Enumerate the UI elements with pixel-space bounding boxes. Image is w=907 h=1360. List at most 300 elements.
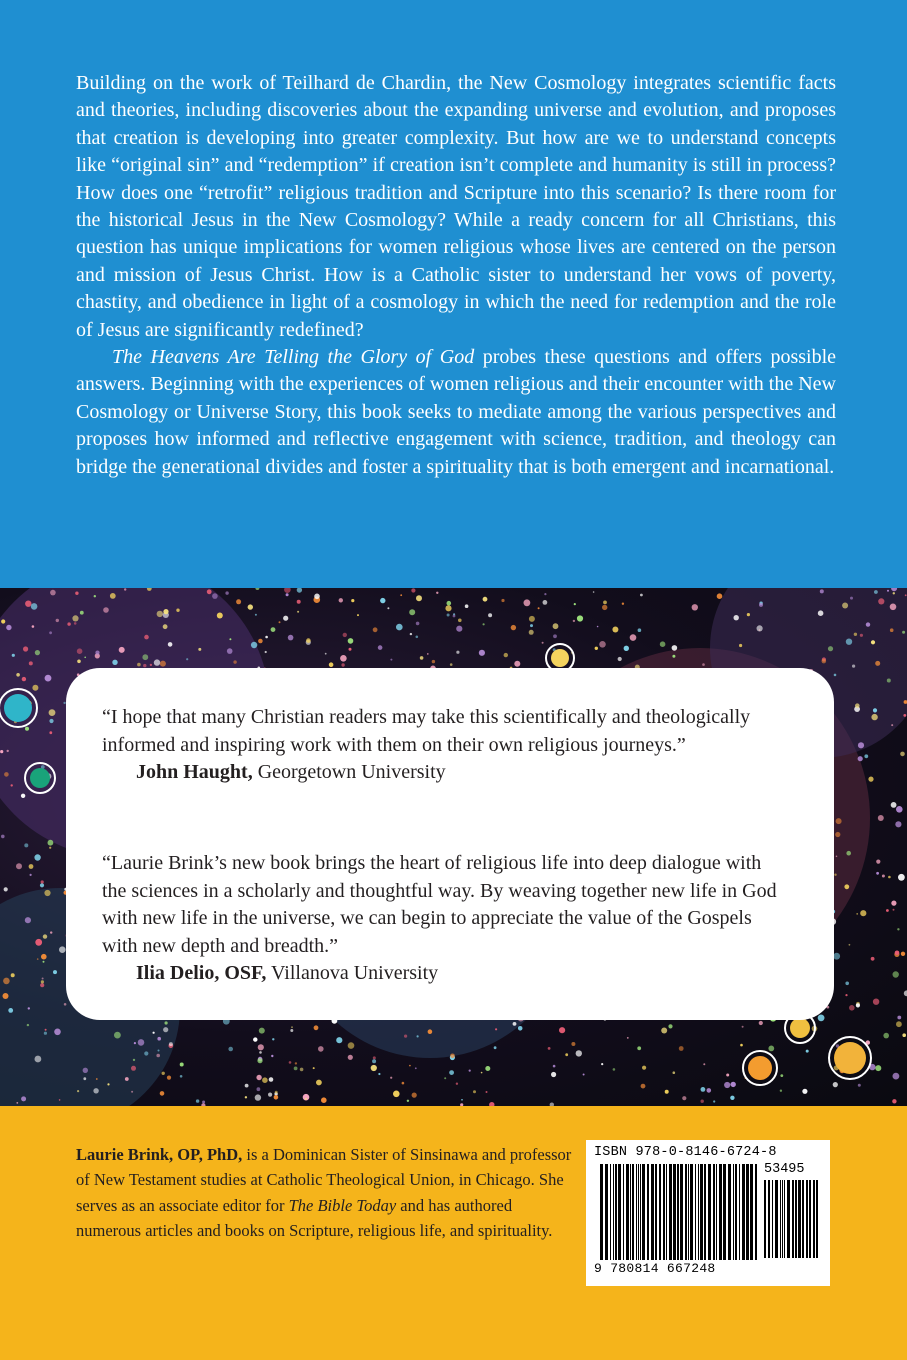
paint-dot	[390, 659, 392, 661]
paint-dot	[93, 1088, 98, 1093]
paint-dot	[483, 597, 488, 602]
paint-dot	[49, 709, 56, 716]
paint-dot	[245, 1084, 249, 1088]
paint-dot	[283, 616, 288, 621]
paint-dot	[21, 794, 25, 798]
paint-dot	[501, 599, 504, 602]
paint-dot	[593, 591, 595, 593]
paint-dot	[131, 1091, 133, 1093]
barcode-bar	[713, 1164, 715, 1260]
paint-dot	[820, 589, 824, 593]
paint-dot	[641, 1084, 646, 1089]
barcode-bar	[613, 1164, 614, 1260]
paint-dot	[599, 641, 606, 648]
barcode-bar	[716, 1164, 717, 1260]
paint-dot	[415, 1067, 417, 1069]
endorsement-2-quote: “Laurie Brink’s new book brings the heart of religious life into deep dialogue with the sciences in a scholarly and thoughtful way. By weaving together new life in God with new life in the universe, we can begin to appreciate the value of the Gospels with new depth and breadth.”	[102, 852, 777, 957]
barcode-bar	[632, 1164, 634, 1260]
paint-dot	[156, 1054, 160, 1058]
paint-dot	[416, 622, 420, 626]
author-bio-text-1: is a Dominican Sister of Sinsinawa and professor of New Testament studies at Catholic Theological Union, in Chicago. She serves as an associate editor for	[76, 1145, 572, 1215]
paint-dot	[343, 633, 347, 637]
paint-dot	[713, 1100, 715, 1102]
paint-dot	[730, 1096, 734, 1100]
paint-dot	[72, 615, 78, 621]
paint-dot	[6, 625, 11, 630]
paint-dot	[601, 1063, 603, 1065]
paint-dot	[878, 598, 884, 604]
orb	[748, 1056, 772, 1080]
paint-dot	[618, 657, 622, 661]
paint-dot	[3, 978, 10, 985]
paint-dot	[23, 646, 28, 651]
paint-dot	[378, 645, 383, 650]
paint-dot	[898, 874, 905, 881]
paint-dot	[488, 613, 492, 617]
paint-dot	[138, 1039, 145, 1046]
orb	[551, 649, 569, 667]
paint-dot	[336, 1037, 342, 1043]
paint-dot	[878, 815, 884, 821]
paint-dot	[258, 1044, 264, 1050]
paint-dot	[167, 1076, 171, 1080]
paint-dot	[49, 719, 53, 723]
paint-dot	[461, 1099, 463, 1101]
paint-dot	[860, 910, 866, 916]
paint-dot	[257, 1087, 261, 1091]
paint-dot	[903, 714, 906, 717]
paint-dot	[95, 651, 99, 655]
paint-dot	[673, 1071, 676, 1074]
paint-dot	[94, 595, 96, 597]
paint-dot	[272, 1038, 274, 1040]
paint-dot	[339, 598, 343, 602]
paint-dot	[901, 952, 905, 956]
paint-dot	[259, 1051, 262, 1054]
paint-dot	[486, 1091, 488, 1093]
paint-dot	[142, 654, 148, 660]
paint-dot	[887, 590, 889, 592]
paint-dot	[49, 631, 52, 634]
paint-dot	[16, 673, 20, 677]
barcode-bar	[680, 1164, 683, 1260]
paint-dot	[412, 1093, 417, 1098]
paint-dot	[48, 840, 54, 846]
paint-dot	[902, 1033, 906, 1037]
paint-dot	[144, 635, 149, 640]
paint-dot	[1, 619, 5, 623]
barcode-bar	[784, 1180, 785, 1258]
paint-dot	[253, 1037, 257, 1041]
paint-dot	[595, 647, 598, 650]
barcode-bar	[708, 1164, 711, 1260]
paint-dot	[876, 872, 879, 875]
paint-dot	[35, 650, 40, 655]
paint-dot	[892, 1099, 896, 1103]
paint-dot	[255, 588, 259, 590]
paint-dot	[747, 613, 750, 616]
paint-dot	[22, 677, 26, 681]
orb	[834, 1042, 866, 1074]
paint-dot	[133, 1059, 135, 1061]
paint-dot	[734, 615, 739, 620]
paint-dot	[251, 642, 257, 648]
barcode-bar	[636, 1164, 637, 1260]
paint-dot	[665, 1090, 669, 1094]
barcode-bar	[768, 1180, 770, 1258]
paint-dot	[855, 703, 860, 708]
paint-dot	[357, 614, 359, 616]
paint-dot	[724, 1082, 730, 1088]
paint-dot	[893, 971, 899, 977]
paint-dot	[325, 653, 327, 655]
paint-dot	[893, 592, 895, 594]
paint-dot	[420, 656, 424, 660]
paint-dot	[124, 588, 126, 590]
barcode-bar	[642, 1164, 645, 1260]
paint-dot	[444, 1077, 446, 1079]
barcode-bar	[610, 1164, 611, 1260]
barcode-bar	[750, 1164, 753, 1260]
barcode-bar	[688, 1164, 689, 1260]
paint-dot	[417, 1035, 419, 1037]
paint-dot	[458, 619, 462, 623]
paint-dot	[225, 591, 228, 594]
paint-dot	[757, 625, 763, 631]
paint-dot	[340, 655, 347, 662]
paint-dot	[157, 611, 163, 617]
paint-dot	[25, 917, 31, 923]
paint-dot	[707, 1088, 712, 1093]
paint-dot	[513, 1022, 517, 1026]
paint-dot	[571, 1042, 575, 1046]
barcode-bar	[816, 1180, 818, 1258]
barcode-bar	[626, 1164, 629, 1260]
paint-dot	[529, 630, 534, 635]
paint-dot	[896, 1021, 902, 1027]
paint-dot	[305, 1098, 307, 1100]
paint-dot	[387, 607, 389, 609]
paint-dot	[40, 983, 44, 987]
paint-dot	[726, 1074, 729, 1077]
paint-dot	[289, 1061, 292, 1064]
paint-dot	[258, 639, 263, 644]
paint-dot	[103, 607, 109, 613]
paint-dot	[255, 1094, 261, 1100]
description-paragraph-2	[76, 344, 836, 481]
paint-dot	[400, 594, 402, 596]
paint-dot	[329, 662, 334, 667]
paint-dot	[24, 843, 28, 847]
paint-dot	[731, 1082, 736, 1087]
paint-dot	[163, 624, 168, 629]
barcode-bar	[638, 1164, 639, 1260]
barcode-bar	[695, 1164, 696, 1260]
paint-dot	[469, 1070, 471, 1072]
paint-dot	[349, 648, 352, 651]
paint-dot	[495, 1028, 497, 1030]
description-panel	[0, 0, 907, 588]
paint-dot	[416, 595, 422, 601]
paint-dot	[217, 613, 223, 619]
paint-dot	[163, 1027, 168, 1032]
paint-dot	[873, 708, 877, 712]
barcode-bar	[618, 1164, 621, 1260]
paint-dot	[573, 620, 575, 622]
barcode-bar	[704, 1164, 706, 1260]
paint-dot	[29, 661, 33, 665]
paint-dot	[524, 599, 531, 606]
book-title-italic: The Heavens Are Telling the Glory of God	[112, 346, 475, 369]
paint-dot	[891, 724, 893, 726]
paint-dot	[447, 601, 452, 606]
paint-dot	[759, 603, 763, 607]
paint-dot	[313, 1067, 315, 1069]
paint-dot	[288, 635, 294, 641]
barcode-bar	[698, 1164, 699, 1260]
paint-dot	[393, 1091, 400, 1098]
paint-dot	[390, 1077, 392, 1079]
paint-dot	[158, 1050, 160, 1052]
paint-dot	[583, 1074, 585, 1076]
paint-dot	[268, 1093, 272, 1097]
paint-dot	[233, 660, 236, 663]
paint-dot	[849, 1005, 855, 1011]
paint-dot	[553, 634, 557, 638]
barcode-bar	[775, 1180, 778, 1258]
paint-dot	[668, 1024, 672, 1028]
paint-dot	[16, 863, 22, 869]
paint-dot	[449, 1070, 454, 1075]
paint-dot	[271, 1055, 273, 1057]
barcode-bar	[677, 1164, 679, 1260]
paint-dot	[144, 1051, 148, 1055]
paint-dot	[511, 625, 516, 630]
paint-dot	[504, 653, 508, 657]
paint-dot	[850, 597, 853, 600]
barcode-bar	[809, 1180, 811, 1258]
paint-dot	[836, 818, 842, 824]
paint-dot	[875, 661, 880, 666]
paint-dot	[543, 600, 548, 605]
paint-dot	[893, 909, 895, 911]
isbn-number: ISBN 978-0-8146-6724-8	[594, 1145, 777, 1160]
barcode-bar	[733, 1164, 734, 1260]
paint-dot	[44, 1032, 47, 1035]
paint-dot	[125, 1077, 129, 1081]
paint-dot	[21, 1096, 26, 1101]
paint-dot	[875, 1065, 881, 1071]
paint-dot	[642, 1066, 646, 1070]
paint-dot	[53, 970, 57, 974]
paint-dot	[3, 993, 9, 999]
paint-dot	[227, 648, 233, 654]
paint-dot	[445, 605, 451, 611]
paint-dot	[529, 616, 535, 622]
paint-dot	[284, 588, 291, 593]
paint-dot	[4, 772, 9, 777]
paint-dot	[153, 1032, 155, 1034]
paint-dot	[279, 621, 281, 623]
endorser-1-name: John Haught,	[136, 761, 253, 784]
barcode-bar	[755, 1164, 757, 1260]
paint-dot	[50, 931, 52, 933]
paint-dot	[845, 994, 847, 996]
paint-dot	[31, 603, 38, 610]
paint-dot	[42, 978, 44, 980]
paint-dot	[871, 640, 875, 644]
paint-dot	[844, 884, 849, 889]
paint-dot	[450, 663, 453, 666]
paint-dot	[410, 633, 412, 635]
paint-dot	[45, 675, 52, 682]
paint-dot	[868, 777, 873, 782]
paint-dot	[833, 953, 840, 960]
paint-dot	[157, 1037, 161, 1041]
paint-dot	[597, 626, 599, 628]
barcode-bar	[647, 1164, 649, 1260]
paint-dot	[150, 664, 152, 666]
paint-dot	[836, 856, 838, 858]
paint-dot	[613, 1068, 616, 1071]
paint-dot	[4, 887, 8, 891]
paint-dot	[160, 1091, 165, 1096]
paint-dot	[137, 663, 141, 667]
paint-dot	[255, 614, 257, 616]
paint-dot	[679, 1046, 684, 1051]
barcode-bar	[666, 1164, 667, 1260]
paint-dot	[168, 642, 173, 647]
addon-barcode-bars	[764, 1180, 820, 1260]
paint-dot	[378, 1073, 380, 1075]
paint-dot	[856, 1003, 860, 1007]
paint-dot	[373, 627, 378, 632]
paint-dot	[0, 750, 3, 753]
barcode-bar	[742, 1164, 745, 1260]
paint-dot	[768, 1046, 774, 1052]
paint-dot	[897, 1016, 901, 1020]
paint-dot	[845, 982, 849, 986]
paint-dot	[56, 619, 59, 622]
paint-dot	[271, 627, 276, 632]
paint-dot	[416, 636, 419, 639]
paint-dot	[43, 934, 47, 938]
description-paragraph-1: Building on the work of Teilhard de Chardin, the New Cosmology integrates scientific facts and theories, including discoveries about the expanding universe and evolution, and proposes that creation is developing into greater complexity. But how are we to understand concepts like “original sin” and “redemption” if creation isn’t complete and humanity is still in process? How does one “retrofit” religious tradition and Scripture into this scenario? Is there room for the historical Jesus in the New Cosmology? While a ready concern for all Christians, this question has unique implications for women religious whose lives are centered on the person and mission of Jesus Christ. How is a Catholic sister to understand her vows of poverty, chastity, and obedience in light of a cosmology in which the need for redemption and the role of Jesus are significantly redefined?	[76, 72, 836, 341]
paint-dot	[514, 661, 520, 667]
paint-dot	[297, 600, 301, 604]
paint-dot	[428, 1029, 433, 1034]
paint-dot	[456, 626, 462, 632]
paint-dot	[574, 603, 576, 605]
paint-dot	[186, 658, 188, 660]
paint-dot	[27, 1024, 29, 1026]
paint-dot	[873, 999, 879, 1005]
paint-dot	[871, 957, 875, 961]
paint-dot	[28, 1007, 30, 1009]
paint-dot	[314, 594, 320, 600]
paint-dot	[465, 604, 469, 608]
barcode-bar	[673, 1164, 676, 1260]
paint-dot	[49, 847, 51, 849]
paint-dot	[163, 609, 168, 614]
paint-dot	[407, 1100, 409, 1102]
paint-dot	[866, 622, 870, 626]
publication-title: The Bible Today	[288, 1195, 397, 1215]
paint-dot	[35, 939, 42, 946]
paint-dot	[134, 1042, 136, 1044]
paint-dot	[456, 651, 459, 654]
paint-dot	[834, 874, 836, 876]
paint-dot	[886, 909, 889, 912]
paint-dot	[856, 913, 858, 915]
paint-dot	[860, 634, 863, 637]
paint-dot	[890, 604, 897, 611]
paint-dot	[294, 1067, 298, 1071]
paint-dot	[456, 1083, 458, 1085]
paint-dot	[1, 835, 5, 839]
paint-dot	[854, 633, 857, 636]
paint-dot	[703, 1063, 705, 1065]
paint-dot	[682, 1096, 686, 1100]
paint-dot	[49, 731, 52, 734]
book-description	[76, 70, 836, 481]
paint-dot	[212, 593, 218, 599]
barcode-bar	[723, 1164, 726, 1260]
paint-dot	[84, 657, 86, 659]
paint-dot	[759, 1021, 763, 1025]
paint-dot	[35, 1056, 42, 1063]
paint-dot	[802, 1089, 807, 1094]
paint-dot	[858, 1084, 861, 1087]
paint-dot	[202, 1101, 205, 1104]
paint-dot	[165, 1021, 168, 1024]
paint-dot	[348, 1042, 355, 1049]
paint-dot	[154, 659, 160, 665]
barcode-bar	[669, 1164, 672, 1260]
paint-dot	[637, 1046, 641, 1050]
paint-dot	[544, 593, 546, 595]
paint-dot	[321, 1097, 327, 1103]
paint-dot	[577, 615, 583, 621]
barcode-bar	[780, 1180, 781, 1258]
paint-dot	[846, 851, 851, 856]
paint-dot	[896, 806, 903, 813]
barcode-bar	[782, 1180, 783, 1258]
paint-dot	[481, 1072, 483, 1074]
paint-dot	[530, 624, 533, 627]
paint-dot	[32, 685, 38, 691]
paint-dot	[818, 610, 824, 616]
paint-dot	[169, 1042, 173, 1046]
barcode-bar	[746, 1164, 749, 1260]
paint-dot	[638, 628, 642, 632]
paint-dot	[891, 901, 896, 906]
paint-dot	[50, 590, 56, 596]
paint-dot	[8, 1008, 13, 1013]
paint-dot	[248, 604, 253, 609]
endorser-1-affiliation: Georgetown University	[252, 761, 446, 784]
paint-dot	[291, 1026, 293, 1028]
barcode-addon-number: 53495	[764, 1162, 805, 1177]
barcode-bar	[655, 1164, 657, 1260]
paint-dot	[16, 1102, 18, 1104]
paint-dot	[660, 641, 666, 647]
barcode-bar	[787, 1180, 790, 1258]
endorser-2-name: Ilia Delio, OSF,	[136, 962, 267, 985]
paint-dot	[624, 646, 629, 651]
endorsement-1-quote: “I hope that many Christian readers may take this scientifically and theologically informed and inspiring work with them on their own religious journeys.”	[102, 706, 751, 756]
paint-dot	[297, 588, 302, 593]
